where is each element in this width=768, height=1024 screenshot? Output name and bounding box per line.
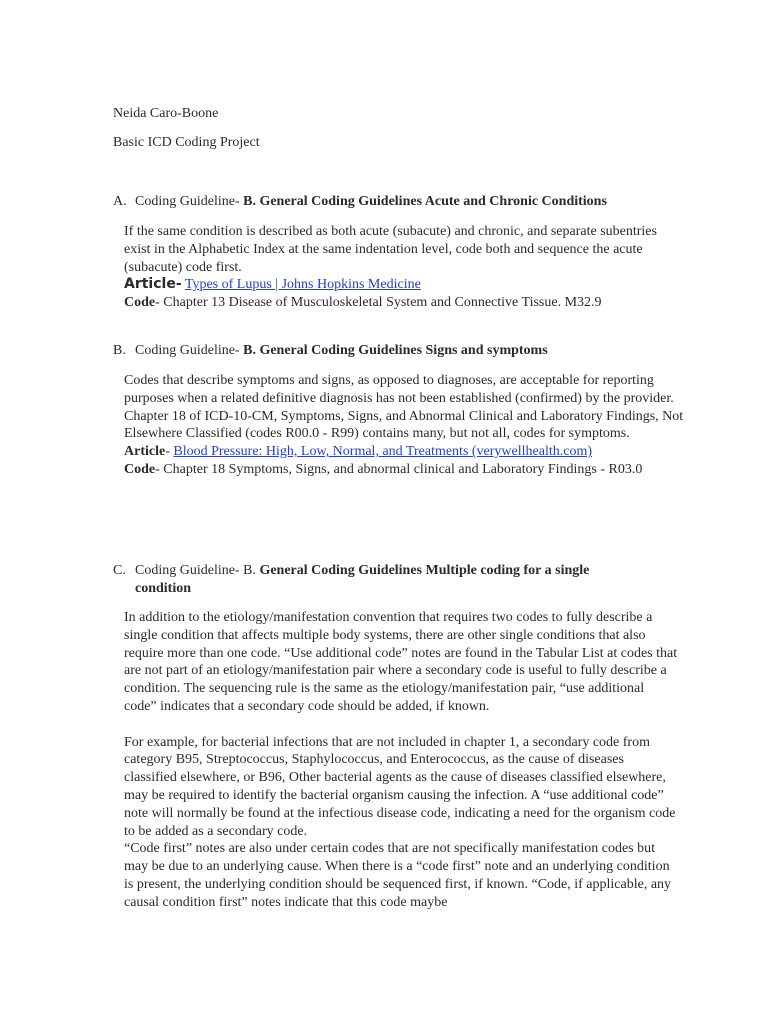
- section-a-article-link[interactable]: Types of Lupus | Johns Hopkins Medicine: [184, 277, 421, 293]
- section-b-article-link[interactable]: Blood Pressure: High, Low, Normal, and Treatments (verywellhealth.com): [173, 444, 593, 460]
- section-a-prefix: Coding Guideline-: [135, 194, 240, 209]
- section-c-paragraph-1: In addition to the etiology/manifestation convention that requires two codes to fully describe a single condition that affects multiple body systems, there are other single conditions that also require more than one code. “Use additional code” notes are found in the Tabular List at codes that are not part of an etiology/manifestation pair where a secondary code is useful to fully describe a condition. The sequencing rule is the same as the etiology/manifestation pair, “use additional code” indicates that a secondary code should be added, if known.: [124, 610, 678, 714]
- section-a-body: [124, 223, 684, 312]
- section-a-code-text: - Chapter 13 Disease of Musculoskeletal System and Connective Tissue. M32.9: [155, 295, 602, 311]
- section-b-code: [124, 461, 684, 479]
- author-name: Neida Caro-Boone: [113, 106, 219, 121]
- section-c-body: [124, 609, 680, 912]
- section-a-code-label: Code: [124, 295, 156, 311]
- section-b-code-label: Code: [124, 461, 156, 477]
- section-c-prefix: Coding Guideline- B.: [135, 563, 256, 578]
- section-c-paragraph-2: For example, for bacterial infections that are not included in chapter 1, a secondary code from category B95, Streptococcus, Staphylococcus, and Enterococcus, as the cause of diseases classified elsewhere, or B96, Other bacterial agents as the cause of diseases classified elsewhere, may be required to identify the bacterial organism causing the infection. A “use additional code” note will normally be found at the infectious disease code, indicating a need for the organism code to be added as a secondary code.: [124, 734, 676, 839]
- project-title: Basic ICD Coding Project: [113, 135, 260, 150]
- section-b-paragraph: Codes that describe symptoms and signs, as opposed to diagnoses, are acceptable for reporting purposes when a related definitive diagnosis has not been established (confirmed) by the provider. Chapter 18 of ICD-10-CM, Symptoms, Signs, and Abnormal Clinical and Laboratory Findings, Not Elsewhere Classified (codes R00.0 - R99) contains many, but not all, codes for symptoms.: [124, 373, 684, 442]
- section-a-article: [124, 276, 684, 294]
- section-b-body: [124, 372, 684, 479]
- section-c-heading: [113, 562, 633, 598]
- section-a-article-label: Article-: [124, 276, 182, 293]
- section-b-article: [124, 443, 684, 461]
- section-a-code: [124, 294, 684, 312]
- section-b-heading: [113, 342, 673, 360]
- section-b-prefix: Coding Guideline-: [135, 343, 240, 358]
- section-a-letter: A.: [113, 194, 127, 209]
- section-b-letter: B.: [113, 343, 126, 358]
- section-c-spacer: [124, 716, 680, 734]
- section-a-title: B. General Coding Guidelines Acute and Chronic Conditions: [243, 194, 607, 209]
- section-c-letter: C.: [113, 563, 126, 578]
- section-b-article-sep: -: [165, 444, 174, 460]
- section-a-heading: [113, 193, 673, 211]
- section-a-paragraph: If the same condition is described as both acute (subacute) and chronic, and separate subentries exist in the Alphabetic Index at the same indentation level, code both and sequence the acute (subacute) code first.: [124, 224, 657, 275]
- section-b-title: B. General Coding Guidelines Signs and symptoms: [243, 343, 548, 358]
- section-c-title: General Coding Guidelines Multiple coding for a single condition: [135, 563, 590, 596]
- section-b-article-label: Article: [124, 444, 166, 460]
- section-c-paragraph-3: “Code first” notes are also under certain codes that are not specifically manifestation codes but may be due to an underlying cause. When there is a “code first” note and an underlying condition is present, the underlying condition should be sequenced first, if known. “Code, if applicable, any causal condition first” notes indicate that this code maybe: [124, 841, 672, 910]
- section-b-code-text: - Chapter 18 Symptoms, Signs, and abnormal clinical and Laboratory Findings - R03.0: [155, 461, 643, 477]
